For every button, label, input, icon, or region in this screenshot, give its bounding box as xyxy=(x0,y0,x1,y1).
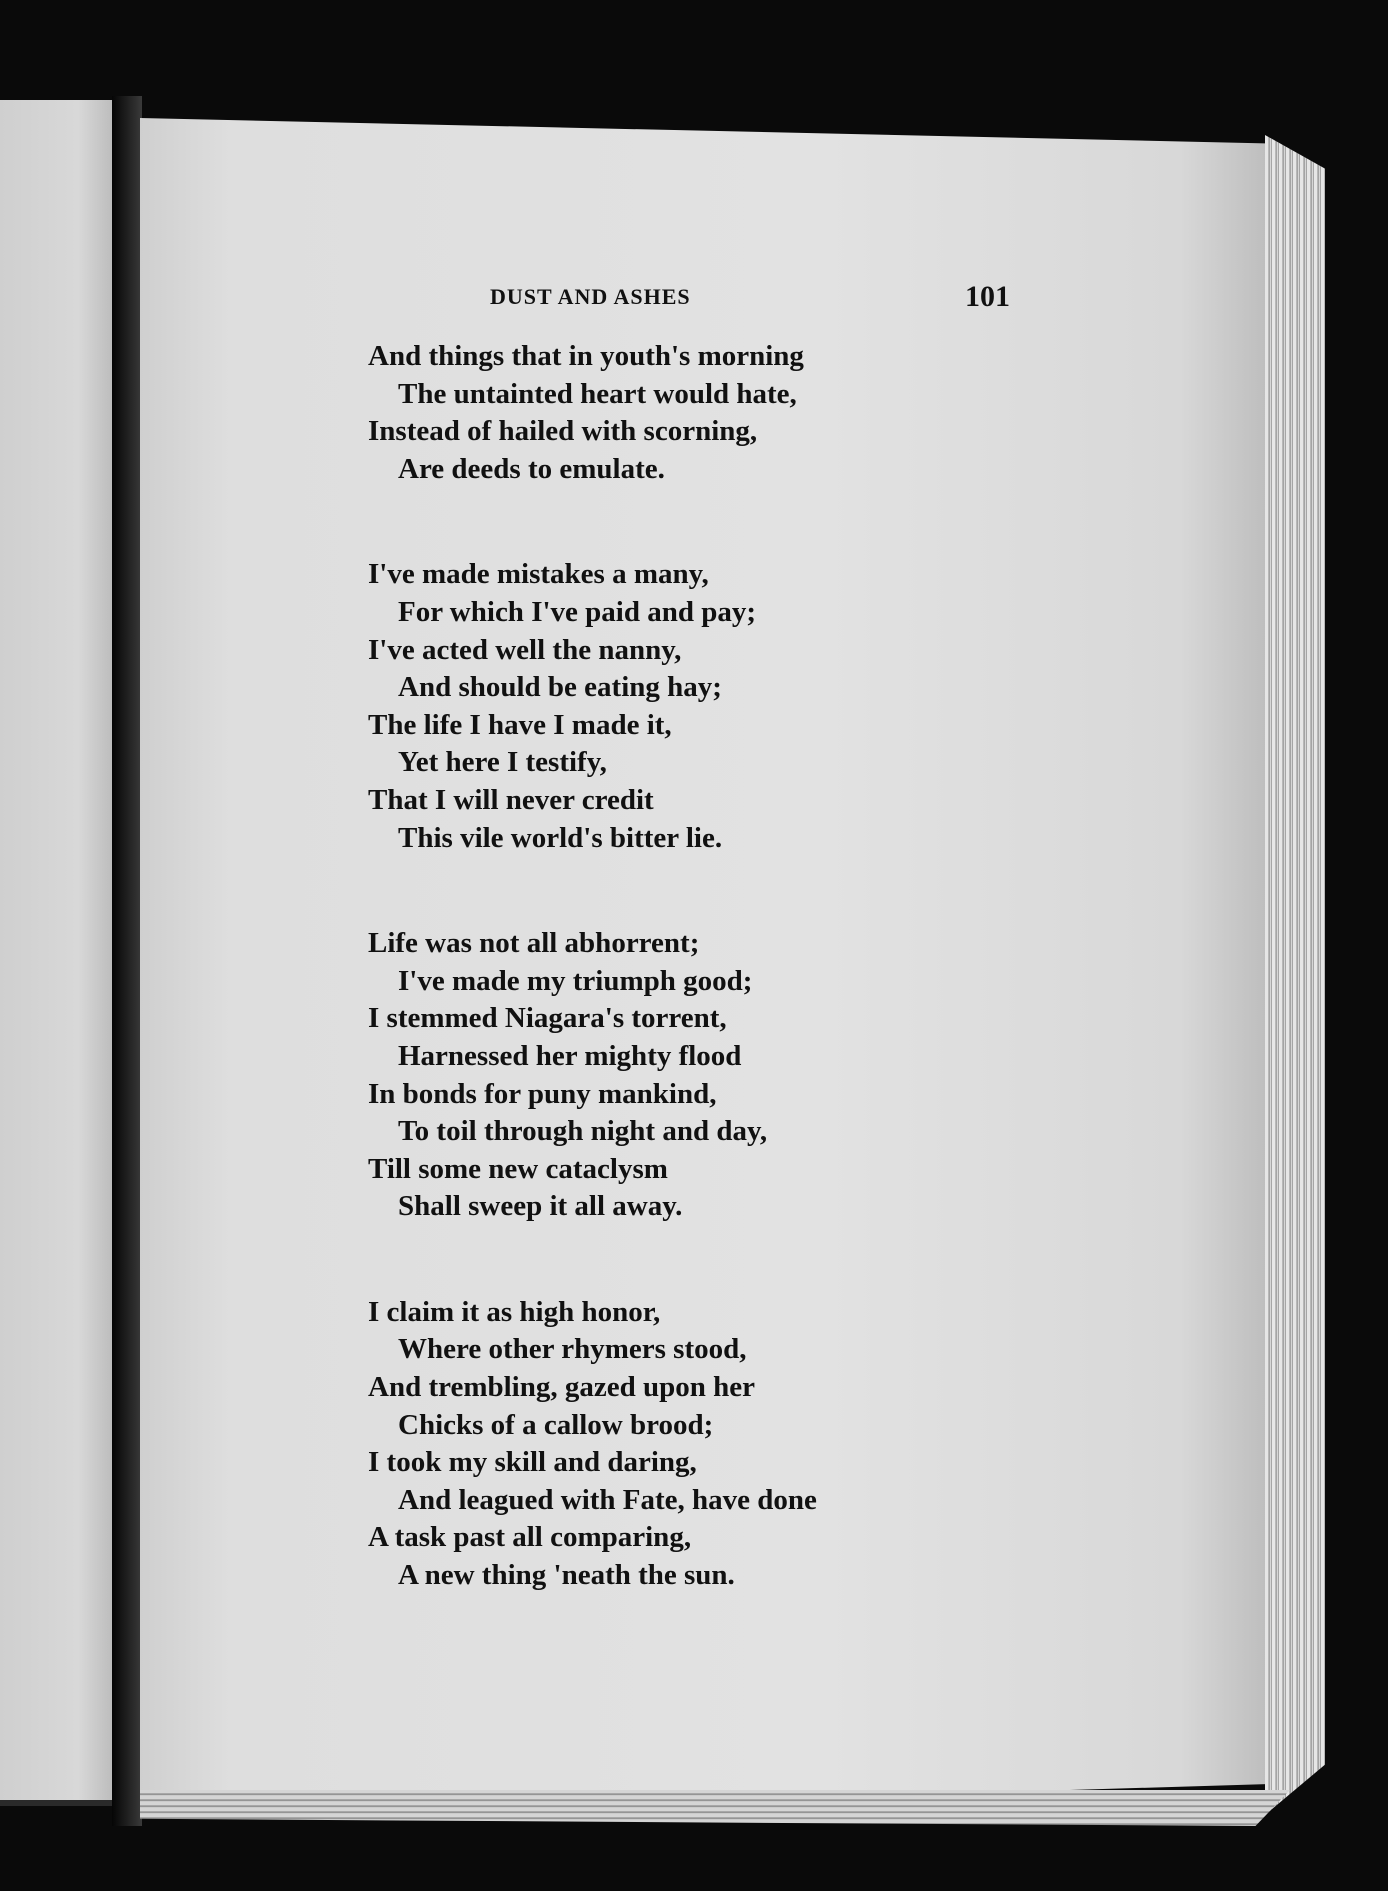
poem-line: I've made my triumph good; xyxy=(398,964,753,997)
poem-line: A task past all comparing, xyxy=(368,1521,692,1554)
poem-line: For which I've paid and pay; xyxy=(398,595,757,628)
stanza xyxy=(368,338,988,488)
poem-line: The life I have I made it, xyxy=(368,708,672,741)
poem-line: That I will never credit xyxy=(368,783,654,816)
poem-line: Instead of hailed with scorning, xyxy=(368,415,758,448)
poem-line: I took my skill and daring, xyxy=(368,1446,697,1479)
page-header xyxy=(490,280,1010,330)
poem-body xyxy=(368,338,988,1663)
poem-line: And things that in youth's morning xyxy=(368,340,804,372)
poem-line: A new thing 'neath the sun. xyxy=(398,1559,735,1592)
page-edges-bottom xyxy=(140,1790,1290,1826)
poem-line: Life was not all abhorrent; xyxy=(368,927,700,960)
page-edges-right xyxy=(1265,135,1325,1815)
poem-line: And trembling, gazed upon her xyxy=(368,1371,755,1404)
stanza xyxy=(368,925,988,1226)
poem-line: Harnessed her mighty flood xyxy=(398,1039,742,1072)
poem-line: Are deeds to emulate. xyxy=(398,452,665,485)
stanza xyxy=(368,556,988,857)
poem-line: And leagued with Fate, have done xyxy=(398,1483,817,1516)
poem-line: Where other rhymers stood, xyxy=(398,1333,747,1366)
poem-line: I stemmed Niagara's torrent, xyxy=(368,1002,727,1035)
poem-line: Shall sweep it all away. xyxy=(398,1190,683,1223)
poem-line: I claim it as high honor, xyxy=(368,1295,661,1328)
book-gutter xyxy=(112,96,142,1826)
poem-line: This vile world's bitter lie. xyxy=(398,821,723,854)
poem-line: Till some new cataclysm xyxy=(368,1152,668,1185)
poem-line: Chicks of a callow brood; xyxy=(398,1408,714,1441)
poem-line: Yet here I testify, xyxy=(398,746,607,779)
stanza xyxy=(368,1294,988,1595)
poem-line: And should be eating hay; xyxy=(398,671,722,704)
poem-line: To toil through night and day, xyxy=(398,1115,768,1148)
poem-line: I've made mistakes a many, xyxy=(368,558,709,591)
poem-line: In bonds for puny mankind, xyxy=(368,1077,717,1110)
facing-page-edge xyxy=(0,100,112,1806)
running-title: DUST AND ASHES xyxy=(490,284,691,309)
poem-line: The untainted heart would hate, xyxy=(398,377,797,410)
poem-line: I've acted well the nanny, xyxy=(368,633,682,666)
page-number: 101 xyxy=(965,280,1010,313)
